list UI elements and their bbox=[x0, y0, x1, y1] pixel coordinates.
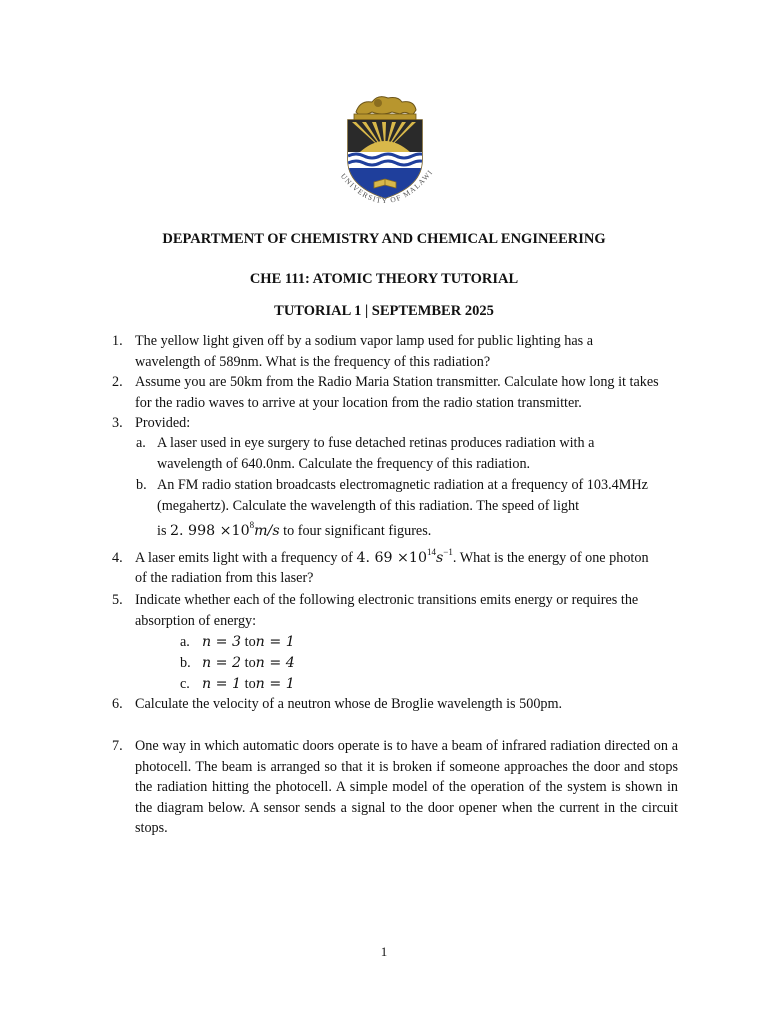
item-label: c. bbox=[180, 676, 190, 692]
question-number: 4. bbox=[112, 550, 123, 566]
course-title: CHE 111: ATOMIC THEORY TUTORIAL bbox=[249, 271, 519, 287]
speed-of-light-line bbox=[157, 521, 431, 542]
sub-text: An FM radio station broadcasts electromagnetic radiation at a frequency of 103.4MHz (megahertz). Calculate the wavelength of this radiation. The speed of light bbox=[157, 477, 648, 514]
question-text: One way in which automatic doors operate is to have a beam of infrared radiation directed on a photocell. The beam is arranged so that it is broken if someone approaches the door and stops the radiation hitting the photocell. A simple model of the operation of the system is shown in the diagram below. A sensor sends a signal to the door opener when the current in the circuit stops. bbox=[135, 738, 678, 836]
sub-label: b. bbox=[136, 477, 147, 493]
tutorial-subtitle: TUTORIAL 1 | SEPTEMBER 2025 bbox=[274, 303, 494, 319]
question-text: Indicate whether each of the following electronic transitions emits energy or requires the absorption of energy: bbox=[135, 592, 639, 629]
question-number: 6. bbox=[112, 696, 123, 712]
question-number: 2. bbox=[112, 374, 123, 390]
question-number: 3. bbox=[112, 415, 123, 431]
transition-to-word: to bbox=[244, 634, 256, 650]
transition-from: n = 1 bbox=[202, 676, 242, 692]
question-text: A laser emits light with a frequency of bbox=[135, 550, 357, 566]
frequency-unit: s bbox=[436, 550, 444, 566]
question-number: 7. bbox=[112, 738, 123, 754]
transition-from: n = 3 bbox=[202, 634, 242, 650]
speed-exponent: 8 bbox=[249, 520, 255, 530]
question-text: Provided: bbox=[135, 415, 191, 431]
frequency-value: 4. 69 ×10 bbox=[356, 550, 427, 566]
frequency-exponent: 14 bbox=[427, 547, 436, 557]
transition-to: n = 4 bbox=[255, 655, 295, 671]
sub-text: A laser used in eye surgery to fuse detached retinas produces radiation with a wavelength of 640.0nm. Calculate the frequency of this radiation. bbox=[157, 435, 595, 472]
question-number: 5. bbox=[112, 592, 123, 608]
sub-label: a. bbox=[136, 435, 146, 451]
seal-motto-text: UNIVERSITY OF MALAWI bbox=[338, 167, 435, 206]
page-number: 1 bbox=[380, 944, 388, 959]
transition-to-word: to bbox=[244, 655, 256, 671]
question-text: of the radiation from this laser? bbox=[135, 570, 314, 586]
question-number: 1. bbox=[112, 333, 123, 349]
seal-shield-icon bbox=[326, 90, 444, 220]
department-heading: DEPARTMENT OF CHEMISTRY AND CHEMICAL ENGINEERING bbox=[162, 231, 606, 247]
question-text: The yellow light given off by a sodium vapor lamp used for public lighting has a wavelength of 589nm. What is the frequency of this radiation? bbox=[135, 333, 593, 370]
question-text: Assume you are 50km from the Radio Maria Station transmitter. Calculate how long it takes for the radio waves to arrive at your location from the radio station transmitter. bbox=[135, 374, 659, 411]
transition-from: n = 2 bbox=[202, 655, 242, 671]
item-label: a. bbox=[180, 634, 190, 650]
transition-to: n = 1 bbox=[255, 676, 295, 692]
question-text: . What is the energy of one photon bbox=[452, 550, 649, 566]
line-suffix: to four significant figures. bbox=[279, 523, 432, 539]
question-4-line-1 bbox=[135, 548, 649, 569]
transition-to: n = 1 bbox=[255, 634, 295, 650]
line-prefix: is bbox=[157, 523, 171, 539]
question-text: Calculate the velocity of a neutron whose de Broglie wavelength is 500pm. bbox=[135, 696, 563, 712]
transition-to-word: to bbox=[244, 676, 256, 692]
speed-unit: m/s bbox=[254, 523, 280, 539]
speed-value: 2. 998 ×10 bbox=[170, 523, 250, 539]
unit-exponent: −1 bbox=[443, 547, 453, 557]
university-seal-logo bbox=[326, 90, 444, 220]
item-label: b. bbox=[180, 655, 191, 671]
